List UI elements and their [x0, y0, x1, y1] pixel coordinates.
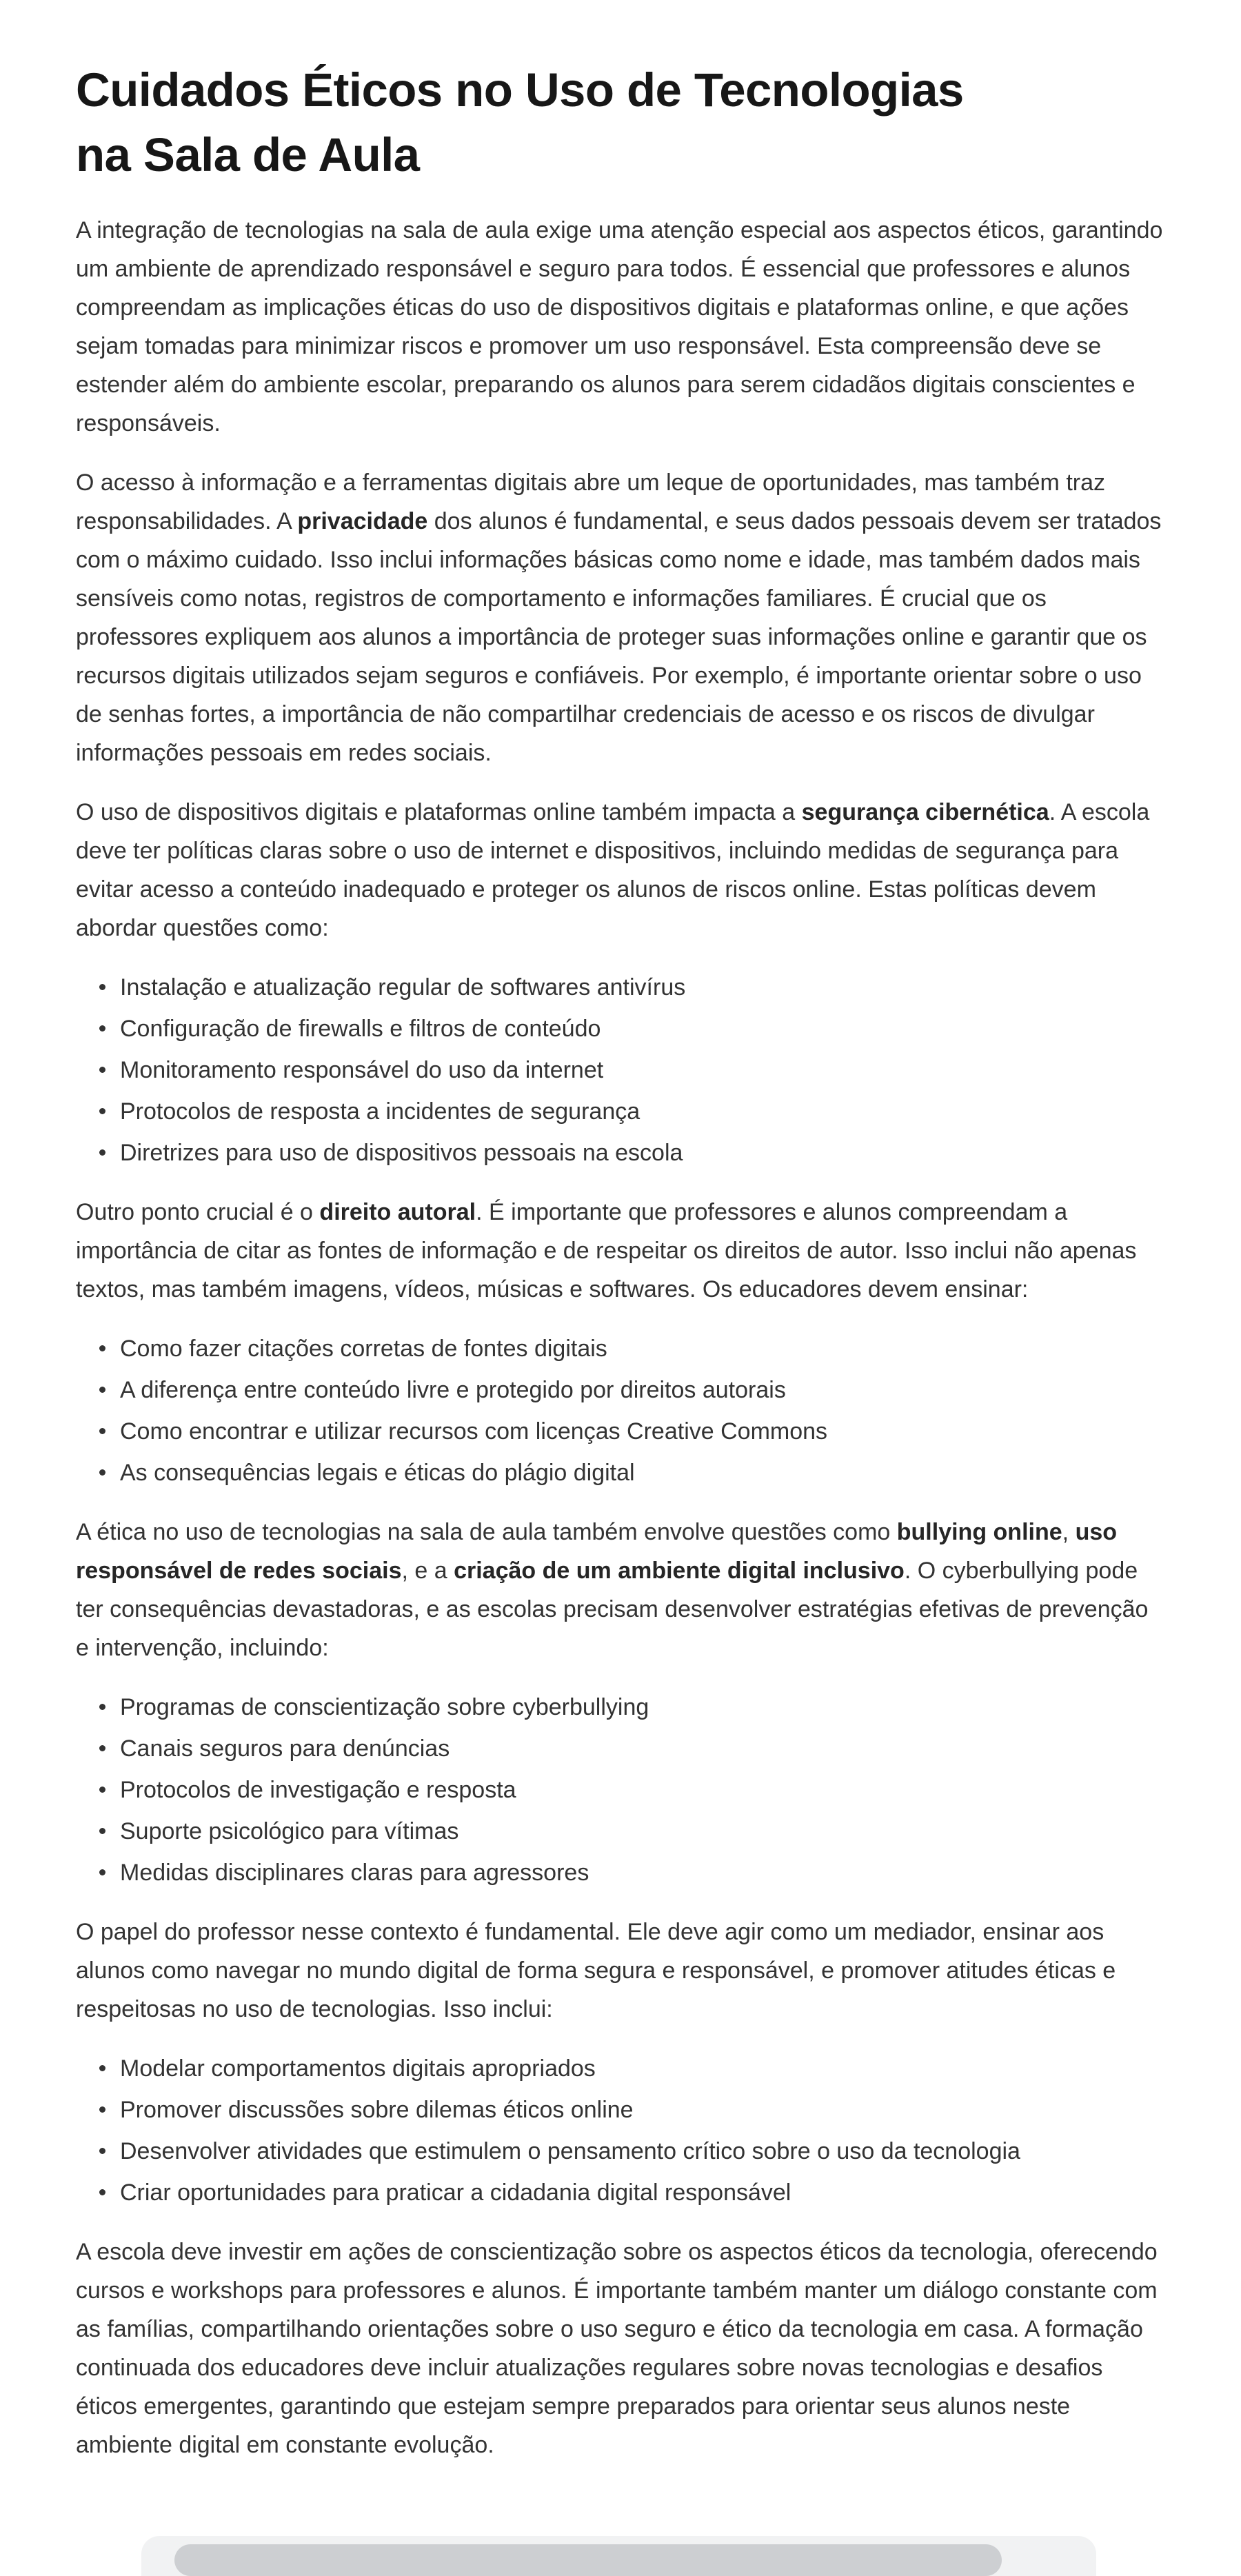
list-item: Suporte psicológico para vítimas — [99, 1812, 1165, 1851]
page-title-line-1: Cuidados Éticos no Uso de Tecnologias — [76, 63, 964, 117]
list-item: Configuração de firewalls e filtros de conteúdo — [99, 1009, 1165, 1048]
list-item: Diretrizes para uso de dispositivos pessoais na escola — [99, 1134, 1165, 1172]
list-item: Medidas disciplinares claras para agressores — [99, 1853, 1165, 1892]
bold-text: direito autoral — [319, 1199, 476, 1225]
list-teacher-actions — [76, 2049, 1165, 2212]
list-item: Protocolos de resposta a incidentes de segurança — [99, 1092, 1165, 1131]
paragraph-school-investment — [76, 2233, 1165, 2464]
page-title — [76, 58, 1165, 188]
list-item: Protocolos de investigação e resposta — [99, 1771, 1165, 1809]
list-item: Modelar comportamentos digitais apropriados — [99, 2049, 1165, 2088]
paragraph-teacher-role — [76, 1913, 1165, 2029]
text-segment: O acesso à informação e a ferramentas digitais abre um leque de oportunidades, mas também traz responsabilidades. A — [76, 470, 1105, 534]
paragraph-privacy — [76, 463, 1165, 772]
list-copyright-teaching — [76, 1329, 1165, 1492]
list-item: Como fazer citações corretas de fontes digitais — [99, 1329, 1165, 1368]
text-segment: , — [1062, 1519, 1076, 1545]
text-segment: dos alunos é fundamental, e seus dados pessoais devem ser tratados com o máximo cuidado. Isso inclui informações básicas como nome e idade, mas também dados mais sensíveis como notas, registros de comportamento e informações familiares. É crucial que os professores expliquem aos alunos a importância de proteger suas informações online e garantir que os recursos digitais utilizados sejam seguros e confiáveis. Por exemplo, é importante orientar sobre o uso de senhas fortes, a importância de não compartilhar credenciais de acesso e os riscos de divulgar informações pessoais em redes sociais. — [76, 508, 1162, 766]
list-item: Instalação e atualização regular de softwares antivírus — [99, 968, 1165, 1007]
paragraph-cyberbullying — [76, 1513, 1165, 1667]
list-item: Promover discussões sobre dilemas éticos online — [99, 2091, 1165, 2129]
text-segment: , e a — [401, 1558, 454, 1584]
list-security-policies — [76, 968, 1165, 1172]
bold-text: bullying online — [896, 1519, 1062, 1545]
list-item: A diferença entre conteúdo livre e protegido por direitos autorais — [99, 1371, 1165, 1409]
bold-text: uso responsável de redes sociais — [76, 1519, 1118, 1584]
bold-text: criação de um ambiente digital inclusivo — [454, 1558, 905, 1584]
paragraph-intro — [76, 211, 1165, 443]
page-title-line-2: na Sala de Aula — [76, 128, 420, 181]
text-segment: . A escola deve ter políticas claras sobre o uso de internet e dispositivos, incluindo medidas de segurança para evitar acesso a conteúdo inadequado e proteger os alunos de riscos online. Estas políticas devem abordar questões como: — [76, 799, 1150, 941]
list-item: Programas de conscientização sobre cyberbullying — [99, 1688, 1165, 1727]
list-cyberbullying-strategies — [76, 1688, 1165, 1892]
text-segment: A escola deve investir em ações de conscientização sobre os aspectos éticos da tecnologia, oferecendo cursos e workshops para professores e alunos. É importante também manter um diálogo constante com as famílias, compartilhando orientações sobre o uso seguro e ético da tecnologia em casa. A formação continuada dos educadores deve incluir atualizações regulares sobre novas tecnologias e desafios éticos emergentes, garantindo que estejam sempre preparados para orientar seus alunos neste ambiente digital em constante evolução. — [76, 2239, 1158, 2458]
text-segment: O papel do professor nesse contexto é fundamental. Ele deve agir como um mediador, ensinar aos alunos como navegar no mundo digital de forma segura e responsável, e promover atitudes éticas e respeitosas no uso de tecnologias. Isso inclui: — [76, 1919, 1116, 2022]
text-segment: . É importante que professores e alunos compreendam a importância de citar as fontes de informação e de respeitar os direitos de autor. Isso inclui não apenas textos, mas também imagens, vídeos, músicas e softwares. Os educadores devem ensinar: — [76, 1199, 1137, 1302]
list-item: Canais seguros para denúncias — [99, 1729, 1165, 1768]
list-item: Como encontrar e utilizar recursos com licenças Creative Commons — [99, 1412, 1165, 1451]
list-item: Criar oportunidades para praticar a cidadania digital responsável — [99, 2173, 1165, 2212]
text-segment: A integração de tecnologias na sala de aula exige uma atenção especial aos aspectos éticos, garantindo um ambiente de aprendizado responsável e seguro para todos. É essencial que professores e alunos compreendam as implicações éticas do uso de dispositivos digitais e plataformas online, e que ações sejam tomadas para minimizar riscos e promover um uso responsável. Esta compreensão deve se estender além do ambiente escolar, preparando os alunos para serem cidadãos digitais conscientes e responsáveis. — [76, 217, 1163, 436]
text-segment: O uso de dispositivos digitais e plataformas online também impacta a — [76, 799, 802, 825]
paragraph-cybersecurity — [76, 793, 1165, 947]
text-segment: A ética no uso de tecnologias na sala de aula também envolve questões como — [76, 1519, 897, 1545]
text-segment: Outro ponto crucial é o — [76, 1199, 320, 1225]
text-segment: . O cyberbullying pode ter consequências devastadoras, e as escolas precisam desenvolver estratégias efetivas de prevenção e intervenção, incluindo: — [76, 1558, 1149, 1661]
list-item: Monitoramento responsável do uso da internet — [99, 1051, 1165, 1089]
bold-text: segurança cibernética — [801, 799, 1049, 825]
list-item: As consequências legais e éticas do plágio digital — [99, 1453, 1165, 1492]
bottom-cropped-scrollbar-track — [141, 2536, 1096, 2576]
bold-text: privacidade — [297, 508, 428, 534]
bottom-cropped-scrollbar-thumb[interactable] — [174, 2544, 1002, 2576]
paragraph-copyright — [76, 1193, 1165, 1309]
list-item: Desenvolver atividades que estimulem o pensamento crítico sobre o uso da tecnologia — [99, 2132, 1165, 2171]
